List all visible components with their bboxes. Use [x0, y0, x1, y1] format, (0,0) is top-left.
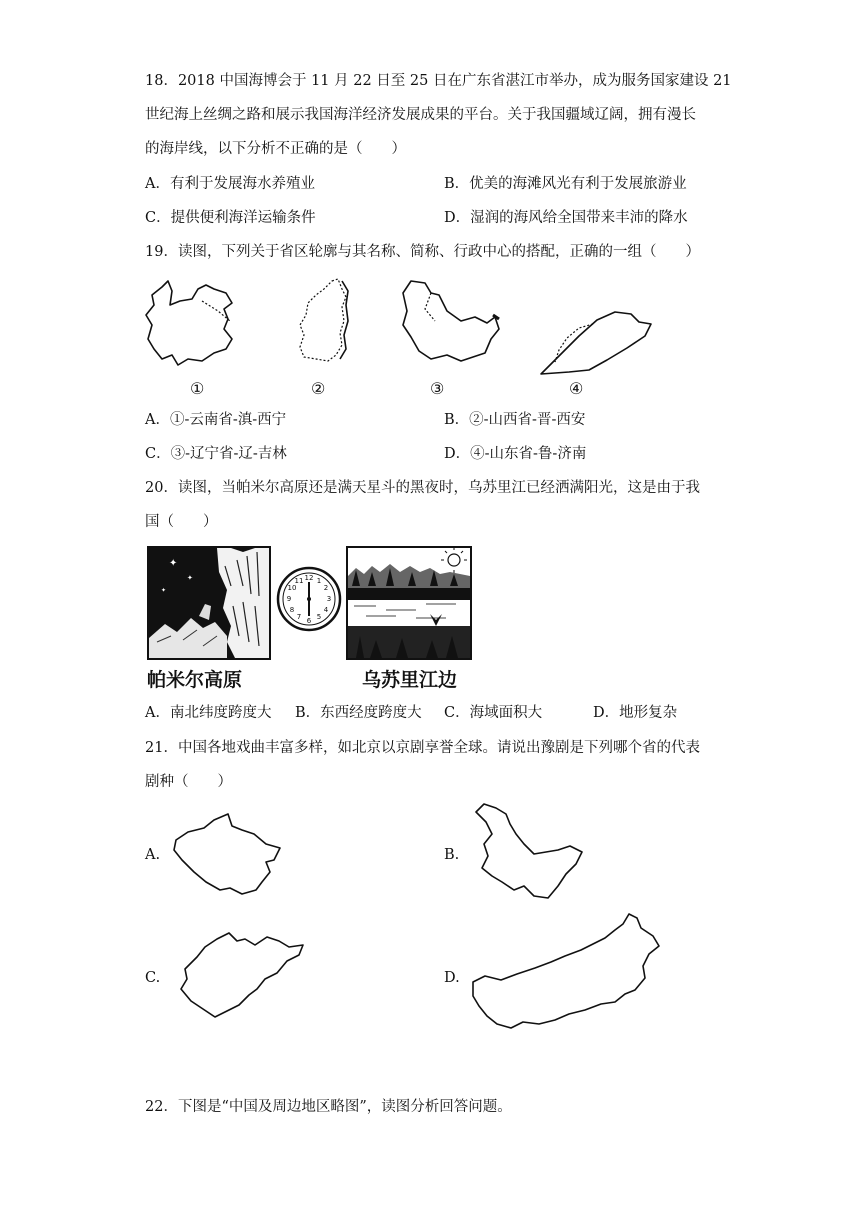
heilongjiang-outline-icon	[470, 800, 590, 905]
q18-option-d: D．湿润的海风给全国带来丰沛的降水	[444, 210, 688, 226]
q21-stem-line-1: 21．中国各地戏曲丰富多样，如北京以京剧享誉全球。请说出豫剧是下列哪个省的代表	[145, 740, 700, 756]
caption-pamir: 帕米尔高原	[147, 669, 243, 691]
svg-text:11: 11	[294, 577, 304, 585]
q19-option-c: C．③-辽宁省-辽-吉林	[145, 446, 287, 462]
q21-stem-line-2: 剧种（ ）	[145, 774, 232, 790]
q19-option-a: A．①-云南省-滇-西宁	[145, 412, 287, 428]
pamir-night-illustration	[147, 546, 271, 660]
map-label-3: ③	[430, 379, 445, 398]
q21-option-b: B.	[444, 847, 460, 863]
province-outline-4-icon	[535, 300, 655, 380]
svg-text:10: 10	[287, 584, 297, 592]
province-outline-1-icon	[140, 275, 260, 375]
svg-text:12: 12	[304, 574, 314, 582]
henan-outline-icon	[170, 810, 290, 900]
svg-text:7: 7	[296, 613, 302, 621]
q21-option-d: D.	[444, 970, 460, 986]
q21-option-a: A.	[145, 847, 161, 863]
wusuli-morning-illustration	[346, 546, 472, 660]
svg-text:✦: ✦	[161, 587, 167, 594]
svg-text:✦: ✦	[169, 558, 178, 569]
map-label-2: ②	[311, 379, 326, 398]
q18-stem-line-1: 18．2018 中国海博会于 11 月 22 日至 25 日在广东省湛江市举办，成为服务国家建设 21	[145, 73, 732, 89]
caption-wusuli: 乌苏里江边	[362, 669, 458, 691]
svg-text:2: 2	[323, 584, 329, 592]
q20-option-c: C．海域面积大	[444, 705, 543, 721]
map-label-4: ④	[569, 379, 584, 398]
q20-option-b: B．东西经度跨度大	[295, 705, 422, 721]
svg-text:1: 1	[316, 577, 322, 585]
q21-option-c: C.	[145, 970, 161, 986]
clock-icon	[276, 566, 342, 632]
q19-option-d: D．④-山东省-鲁-济南	[444, 446, 587, 462]
q18-option-c: C．提供便利海洋运输条件	[145, 210, 316, 226]
q18-stem-line-3: 的海岸线，以下分析不正确的是（ ）	[145, 141, 406, 157]
q18-option-a: A．有利于发展海水养殖业	[145, 176, 315, 192]
map-label-1: ①	[190, 379, 205, 398]
q19-stem: 19．读图，下列关于省区轮廓与其名称、简称、行政中心的搭配，正确的一组（ ）	[145, 244, 700, 260]
svg-text:5: 5	[316, 613, 322, 621]
province-outline-2-icon	[290, 275, 365, 370]
q20-stem-line-1: 20．读图，当帕米尔高原还是满天星斗的黑夜时，乌苏里江已经洒满阳光，这是由于我	[145, 480, 700, 496]
svg-text:6: 6	[306, 617, 312, 625]
svg-text:9: 9	[286, 595, 292, 603]
svg-text:4: 4	[323, 606, 329, 614]
q20-stem-line-2: 国（ ）	[145, 514, 218, 530]
q22-stem: 22．下图是“中国及周边地区略图”，读图分析回答问题。	[145, 1099, 512, 1115]
q18-option-b: B．优美的海滩风光有利于发展旅游业	[444, 176, 687, 192]
q20-option-d: D．地形复杂	[593, 705, 678, 721]
svg-text:✦: ✦	[187, 574, 193, 582]
svg-text:8: 8	[289, 606, 295, 614]
q18-stem-line-2: 世纪海上丝绸之路和展示我国海洋经济发展成果的平台。关于我国疆域辽阔，拥有漫长	[145, 107, 696, 123]
inner-mongolia-outline-icon	[465, 910, 665, 1035]
q20-option-a: A．南北纬度跨度大	[145, 705, 272, 721]
svg-text:3: 3	[326, 595, 332, 603]
shandong-outline-icon	[175, 925, 315, 1025]
q19-option-b: B．②-山西省-晋-西安	[444, 412, 586, 428]
province-outline-3-icon	[395, 275, 510, 370]
